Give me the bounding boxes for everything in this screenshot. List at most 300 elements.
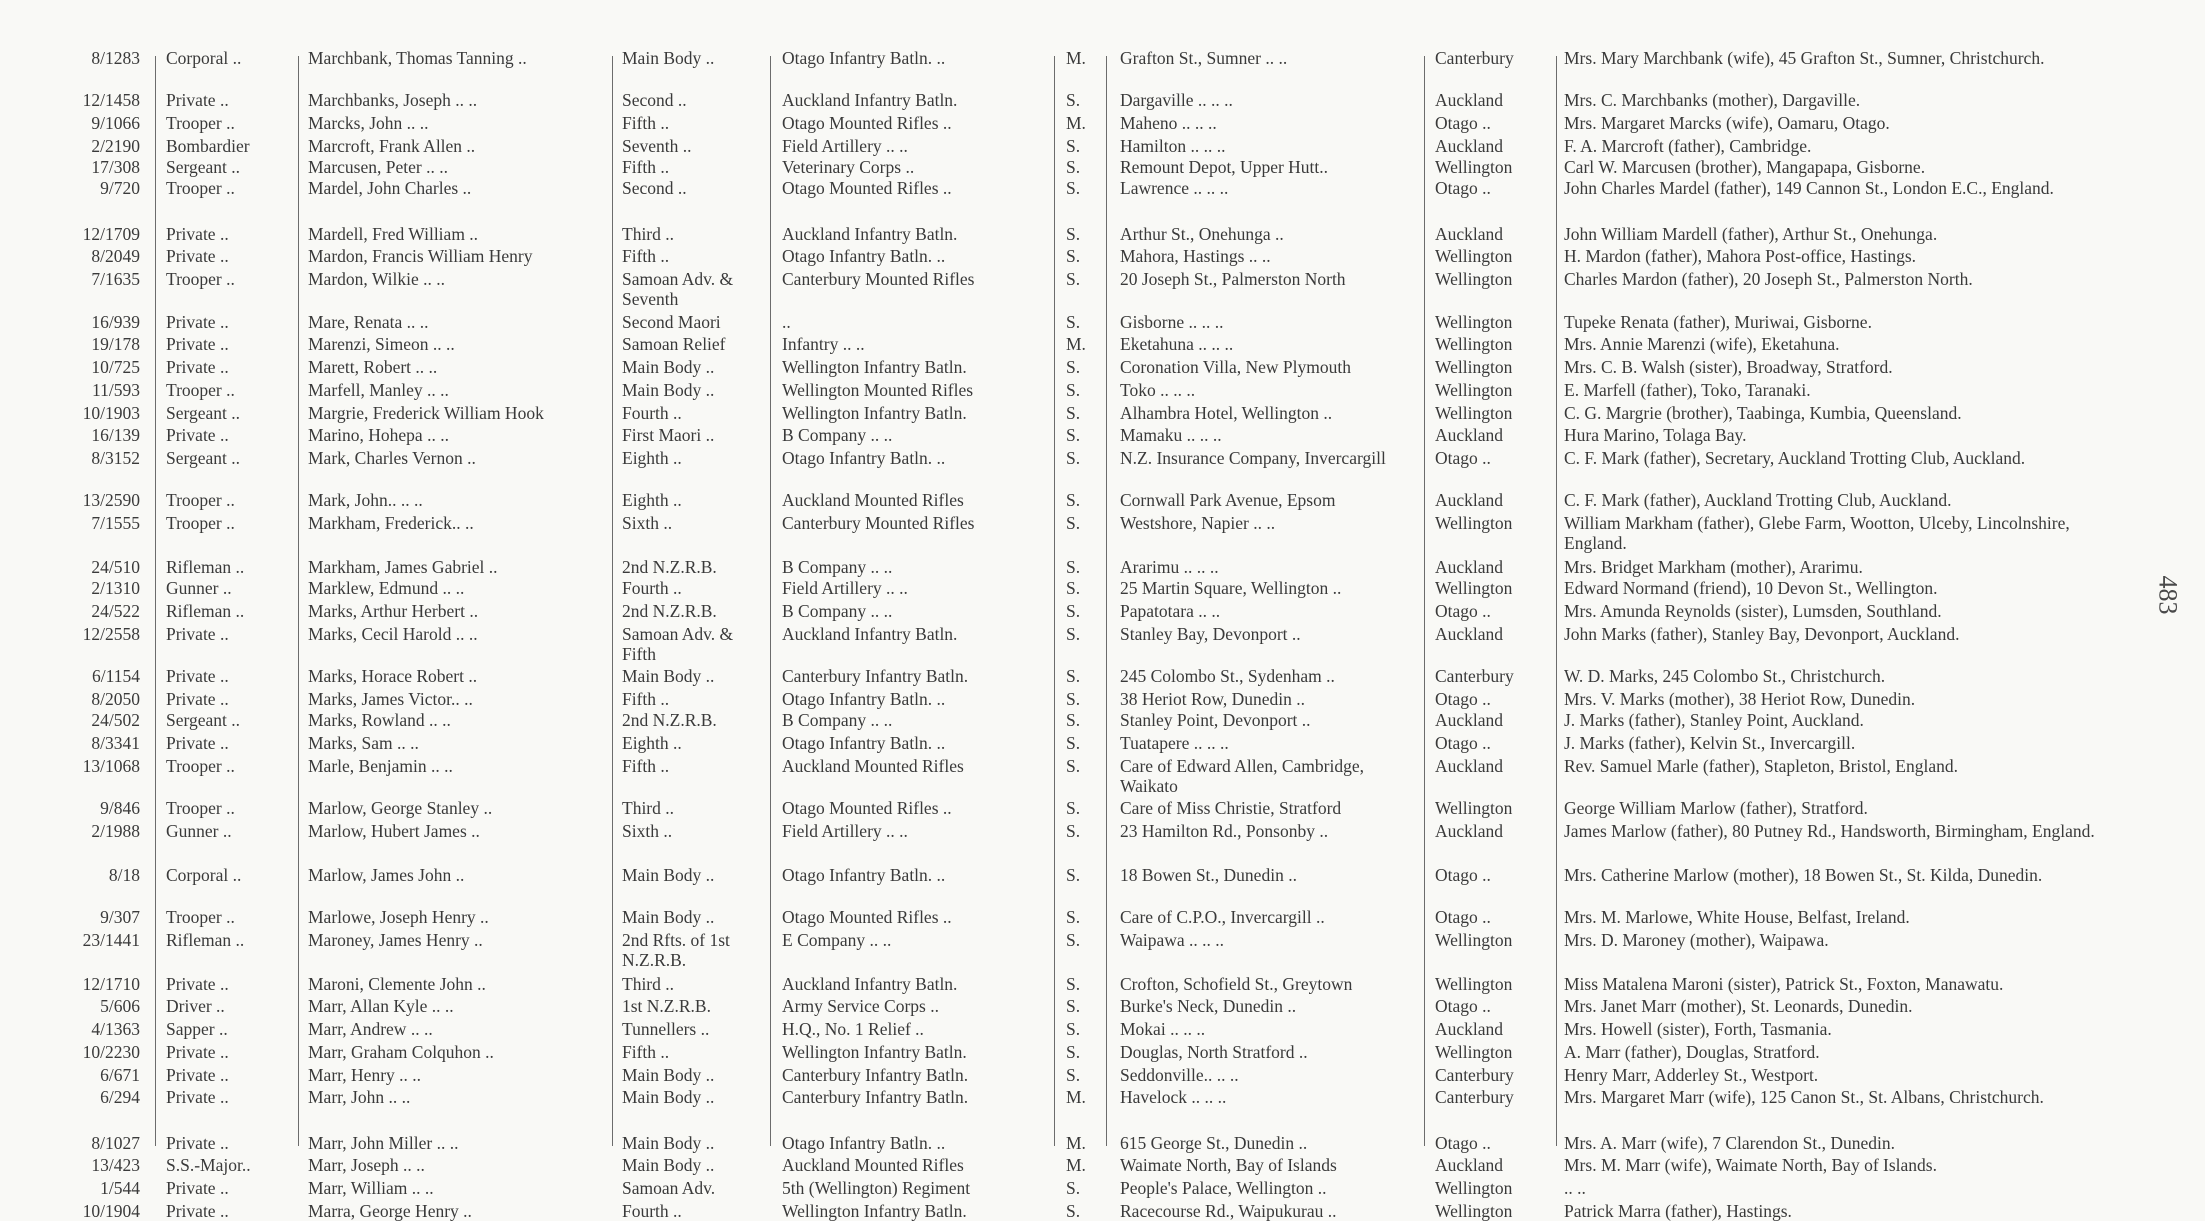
rank-cell: Trooper .. xyxy=(166,797,235,818)
soldier-name-cell: Marchbank, Thomas Tanning .. xyxy=(308,48,527,68)
district-cell: Wellington xyxy=(1435,311,1513,332)
service-number-cell: 13/2590 xyxy=(82,490,140,511)
district-cell: Otago .. xyxy=(1435,447,1491,468)
next-of-kin-cell: A. Marr (father), Douglas, Stratford. xyxy=(1564,1041,1820,1062)
next-of-kin-cell: W. D. Marks, 245 Colombo St., Christchurch. xyxy=(1564,666,1886,687)
column-rule xyxy=(612,56,613,1146)
last-address-cell: Douglas, North Stratford .. xyxy=(1120,1041,1308,1062)
next-of-kin-cell: Patrick Marra (father), Hastings. xyxy=(1564,1200,1792,1221)
next-of-kin-cell: Mrs. C. Marchbanks (mother), Dargaville. xyxy=(1564,90,1861,111)
last-address-cell: Eketahuna .. .. .. xyxy=(1120,334,1234,355)
district-cell: Otago .. xyxy=(1435,996,1491,1017)
last-address-cell: N.Z. Insurance Company, Invercargill xyxy=(1120,447,1386,468)
next-of-kin-cell: Mrs. Bridget Markham (mother), Ararimu. xyxy=(1564,557,1863,578)
unit-cell: Wellington Infantry Batln. xyxy=(782,1200,967,1221)
draft-cell: First Maori .. xyxy=(622,425,715,446)
last-address-cell: Care of C.P.O., Invercargill .. xyxy=(1120,907,1325,927)
soldier-name-cell: Marr, Graham Colquhon .. xyxy=(308,1041,494,1062)
soldier-name-cell: Maroney, James Henry .. xyxy=(308,929,483,950)
unit-cell: B Company .. .. xyxy=(782,557,893,578)
unit-cell: B Company .. .. xyxy=(782,600,893,621)
district-cell: Canterbury xyxy=(1435,666,1514,687)
soldier-name-cell: Marino, Hohepa .. .. xyxy=(308,425,449,446)
unit-cell: Otago Mounted Rifles .. xyxy=(782,113,952,134)
service-number-cell: 11/593 xyxy=(92,379,140,400)
next-of-kin-cell: George William Marlow (father), Stratford. xyxy=(1564,797,1868,818)
service-number-cell: 2/1310 xyxy=(91,578,140,599)
service-number-cell: 2/2190 xyxy=(91,135,140,156)
unit-cell: Auckland Mounted Rifles xyxy=(782,490,964,511)
district-cell: Wellington xyxy=(1435,269,1513,290)
unit-cell: Auckland Infantry Batln. xyxy=(782,973,958,994)
column-rule xyxy=(1424,56,1425,1146)
draft-cell: Tunnellers .. xyxy=(622,1019,710,1040)
soldier-name-cell: Marks, Sam .. .. xyxy=(308,732,419,753)
district-cell: Otago .. xyxy=(1435,907,1491,927)
column-rule xyxy=(770,56,771,1146)
district-cell: Auckland xyxy=(1435,90,1504,111)
next-of-kin-cell: Mrs. M. Marr (wife), Waimate North, Bay of Islands. xyxy=(1564,1155,1937,1176)
district-cell: Auckland xyxy=(1435,1155,1504,1176)
district-cell: Auckland xyxy=(1435,1019,1504,1040)
unit-cell: E Company .. .. xyxy=(782,929,892,950)
draft-cell: Fourth .. xyxy=(622,1200,682,1221)
next-of-kin-cell: J. Marks (father), Kelvin St., Invercargill. xyxy=(1564,732,1856,753)
draft-cell: Sixth .. xyxy=(622,820,673,841)
last-address-cell: Care of Miss Christie, Stratford xyxy=(1120,797,1342,818)
next-of-kin-cell: Mrs. D. Maroney (mother), Waipawa. xyxy=(1564,929,1829,950)
rank-cell: Sergeant .. xyxy=(166,447,241,468)
page-number: 483 xyxy=(2153,575,2183,615)
draft-cell: Main Body .. xyxy=(622,1087,715,1108)
service-number-cell: 9/720 xyxy=(100,178,140,199)
next-of-kin-cell: William Markham (father), Glebe Farm, Wootton, Ulceby, Lincolnshire, England. xyxy=(1564,513,2070,554)
soldier-name-cell: Marr, Andrew .. .. xyxy=(308,1019,433,1040)
next-of-kin-cell: Mrs. Margaret Marcks (wife), Oamaru, Otago. xyxy=(1564,113,1890,134)
last-address-cell: Mokai .. .. .. xyxy=(1120,1019,1206,1040)
marital-status-cell: S. xyxy=(1066,907,1081,927)
soldier-name-cell: Marra, George Henry .. xyxy=(308,1200,472,1221)
service-number-cell: 6/294 xyxy=(100,1087,140,1108)
district-cell: Otago .. xyxy=(1435,600,1491,621)
rank-cell: Private .. xyxy=(166,732,229,753)
service-number-cell: 8/3152 xyxy=(91,447,140,468)
marital-status-cell: S. xyxy=(1066,1178,1081,1199)
next-of-kin-cell: Henry Marr, Adderley St., Westport. xyxy=(1564,1064,1819,1085)
service-number-cell: 24/502 xyxy=(91,710,140,731)
rank-cell: Trooper .. xyxy=(166,490,235,511)
district-cell: Canterbury xyxy=(1435,1087,1514,1108)
marital-status-cell: S. xyxy=(1066,929,1081,950)
service-number-cell: 8/1283 xyxy=(91,48,140,68)
service-number-cell: 16/139 xyxy=(91,425,140,446)
service-number-cell: 9/1066 xyxy=(91,113,140,134)
unit-cell: Auckland Mounted Rifles xyxy=(782,1155,964,1176)
soldier-name-cell: Mare, Renata .. .. xyxy=(308,311,429,332)
district-cell: Wellington xyxy=(1435,797,1513,818)
draft-cell: Main Body .. xyxy=(622,1132,715,1153)
service-number-cell: 13/423 xyxy=(91,1155,140,1176)
next-of-kin-cell: .. .. xyxy=(1564,1178,1586,1199)
marital-status-cell: M. xyxy=(1066,1087,1086,1108)
soldier-name-cell: Marett, Robert .. .. xyxy=(308,357,438,378)
marital-status-cell: S. xyxy=(1066,246,1081,267)
rank-cell: Driver .. xyxy=(166,996,225,1017)
service-number-cell: 1/544 xyxy=(100,1178,140,1199)
soldier-name-cell: Marlow, Hubert James .. xyxy=(308,820,480,841)
district-cell: Canterbury xyxy=(1435,1064,1514,1085)
service-number-cell: 12/1710 xyxy=(82,973,140,994)
draft-cell: 2nd N.Z.R.B. xyxy=(622,600,717,621)
district-cell: Wellington xyxy=(1435,1178,1513,1199)
next-of-kin-cell: Edward Normand (friend), 10 Devon St., Wellington. xyxy=(1564,578,1938,599)
last-address-cell: 25 Martin Square, Wellington .. xyxy=(1120,578,1342,599)
last-address-cell: Burke's Neck, Dunedin .. xyxy=(1120,996,1297,1017)
draft-cell: Samoan Adv. & Fifth xyxy=(622,623,734,664)
draft-cell: Main Body .. xyxy=(622,907,715,927)
service-number-cell: 8/2049 xyxy=(91,246,140,267)
marital-status-cell: S. xyxy=(1066,157,1081,178)
last-address-cell: 615 George St., Dunedin .. xyxy=(1120,1132,1308,1153)
rank-cell: Rifleman .. xyxy=(166,557,245,578)
rank-cell: Gunner .. xyxy=(166,820,232,841)
service-number-cell: 8/3341 xyxy=(91,732,140,753)
marital-status-cell: S. xyxy=(1066,135,1081,156)
next-of-kin-cell: John William Mardell (father), Arthur St., Onehunga. xyxy=(1564,223,1938,244)
next-of-kin-cell: F. A. Marcroft (father), Cambridge. xyxy=(1564,135,1812,156)
next-of-kin-cell: Mrs. M. Marlowe, White House, Belfast, Ireland. xyxy=(1564,907,1910,927)
rank-cell: Trooper .. xyxy=(166,907,235,927)
draft-cell: Fifth .. xyxy=(622,113,670,134)
service-number-cell: 8/2050 xyxy=(91,688,140,709)
last-address-cell: Arthur St., Onehunga .. xyxy=(1120,223,1284,244)
district-cell: Auckland xyxy=(1435,223,1504,244)
draft-cell: Eighth .. xyxy=(622,447,682,468)
column-rule xyxy=(298,56,299,1146)
column-rule xyxy=(1556,56,1557,1146)
draft-cell: Second Maori xyxy=(622,311,721,332)
next-of-kin-cell: Mrs. Janet Marr (mother), St. Leonards, Dunedin. xyxy=(1564,996,1913,1017)
draft-cell: Samoan Adv. & Seventh xyxy=(622,269,734,310)
marital-status-cell: S. xyxy=(1066,1200,1081,1221)
last-address-cell: Hamilton .. .. .. xyxy=(1120,135,1226,156)
draft-cell: Eighth .. xyxy=(622,732,682,753)
soldier-name-cell: Marr, John Miller .. .. xyxy=(308,1132,459,1153)
rank-cell: Private .. xyxy=(166,1064,229,1085)
draft-cell: Fifth .. xyxy=(622,246,670,267)
last-address-cell: Crofton, Schofield St., Greytown xyxy=(1120,973,1353,994)
soldier-name-cell: Marle, Benjamin .. .. xyxy=(308,755,453,776)
district-cell: Otago .. xyxy=(1435,864,1491,885)
rank-cell: Private .. xyxy=(166,90,229,111)
rank-cell: Private .. xyxy=(166,1200,229,1221)
draft-cell: Main Body .. xyxy=(622,357,715,378)
rank-cell: Private .. xyxy=(166,1041,229,1062)
unit-cell: Otago Infantry Batln. .. xyxy=(782,447,946,468)
service-number-cell: 12/1458 xyxy=(82,90,140,111)
next-of-kin-cell: E. Marfell (father), Toko, Taranaki. xyxy=(1564,379,1811,400)
draft-cell: Second .. xyxy=(622,90,687,111)
last-address-cell: Grafton St., Sumner .. .. xyxy=(1120,48,1288,68)
unit-cell: Otago Infantry Batln. .. xyxy=(782,246,946,267)
rank-cell: S.S.-Major.. xyxy=(166,1155,251,1176)
last-address-cell: Remount Depot, Upper Hutt.. xyxy=(1120,157,1329,178)
rank-cell: Private .. xyxy=(166,425,229,446)
rank-cell: Private .. xyxy=(166,623,229,644)
last-address-cell: Seddonville.. .. .. xyxy=(1120,1064,1239,1085)
last-address-cell: 18 Bowen St., Dunedin .. xyxy=(1120,864,1297,885)
marital-status-cell: M. xyxy=(1066,1155,1086,1176)
marital-status-cell: S. xyxy=(1066,425,1081,446)
rank-cell: Private .. xyxy=(166,223,229,244)
rank-cell: Sergeant .. xyxy=(166,402,241,423)
rank-cell: Rifleman .. xyxy=(166,929,245,950)
next-of-kin-cell: Miss Matalena Maroni (sister), Patrick St., Foxton, Manawatu. xyxy=(1564,973,2004,994)
next-of-kin-cell: James Marlow (father), 80 Putney Rd., Handsworth, Birmingham, England. xyxy=(1564,820,2095,841)
rank-cell: Sergeant .. xyxy=(166,157,241,178)
district-cell: Wellington xyxy=(1435,1041,1513,1062)
unit-cell: Field Artillery .. .. xyxy=(782,820,908,841)
service-number-cell: 12/2558 xyxy=(82,623,140,644)
next-of-kin-cell: C. G. Margrie (brother), Taabinga, Kumbia, Queensland. xyxy=(1564,402,1962,423)
marital-status-cell: S. xyxy=(1066,311,1081,332)
next-of-kin-cell: Mrs. A. Marr (wife), 7 Clarendon St., Dunedin. xyxy=(1564,1132,1895,1153)
soldier-name-cell: Markham, James Gabriel .. xyxy=(308,557,498,578)
last-address-cell: Cornwall Park Avenue, Epsom xyxy=(1120,490,1336,511)
rank-cell: Private .. xyxy=(166,1178,229,1199)
district-cell: Wellington xyxy=(1435,246,1513,267)
last-address-cell: Waipawa .. .. .. xyxy=(1120,929,1225,950)
next-of-kin-cell: Mrs. Catherine Marlow (mother), 18 Bowen St., St. Kilda, Dunedin. xyxy=(1564,864,2043,885)
unit-cell: Otago Mounted Rifles .. xyxy=(782,797,952,818)
last-address-cell: Gisborne .. .. .. xyxy=(1120,311,1224,332)
unit-cell: Infantry .. .. xyxy=(782,334,865,355)
next-of-kin-cell: Mrs. C. B. Walsh (sister), Broadway, Stratford. xyxy=(1564,357,1893,378)
soldier-name-cell: Marks, James Victor.. .. xyxy=(308,688,473,709)
district-cell: Auckland xyxy=(1435,623,1504,644)
next-of-kin-cell: Mrs. Howell (sister), Forth, Tasmania. xyxy=(1564,1019,1832,1040)
marital-status-cell: S. xyxy=(1066,1019,1081,1040)
soldier-name-cell: Marr, Henry .. .. xyxy=(308,1064,422,1085)
last-address-cell: Alhambra Hotel, Wellington .. xyxy=(1120,402,1333,423)
marital-status-cell: S. xyxy=(1066,513,1081,534)
marital-status-cell: M. xyxy=(1066,334,1086,355)
unit-cell: Canterbury Mounted Rifles xyxy=(782,269,975,290)
unit-cell: Otago Infantry Batln. .. xyxy=(782,1132,946,1153)
next-of-kin-cell: John Charles Mardel (father), 149 Cannon St., London E.C., England. xyxy=(1564,178,2054,199)
marital-status-cell: S. xyxy=(1066,557,1081,578)
last-address-cell: Waimate North, Bay of Islands xyxy=(1120,1155,1337,1176)
service-number-cell: 10/1903 xyxy=(82,402,140,423)
next-of-kin-cell: Mrs. Annie Marenzi (wife), Eketahuna. xyxy=(1564,334,1840,355)
marital-status-cell: S. xyxy=(1066,379,1081,400)
service-number-cell: 24/510 xyxy=(91,557,140,578)
district-cell: Canterbury xyxy=(1435,48,1514,68)
marital-status-cell: S. xyxy=(1066,797,1081,818)
draft-cell: Samoan Adv. xyxy=(622,1178,716,1199)
draft-cell: Main Body .. xyxy=(622,864,715,885)
marital-status-cell: S. xyxy=(1066,402,1081,423)
marital-status-cell: S. xyxy=(1066,623,1081,644)
column-rule xyxy=(155,56,156,1146)
rank-cell: Trooper .. xyxy=(166,178,235,199)
last-address-cell: Care of Edward Allen, Cambridge, Waikato xyxy=(1120,755,1364,796)
last-address-cell: Ararimu .. .. .. xyxy=(1120,557,1219,578)
marital-status-cell: S. xyxy=(1066,996,1081,1017)
draft-cell: Eighth .. xyxy=(622,490,682,511)
service-number-cell: 8/1027 xyxy=(91,1132,140,1153)
draft-cell: Third .. xyxy=(622,223,675,244)
last-address-cell: Maheno .. .. .. xyxy=(1120,113,1217,134)
draft-cell: Main Body .. xyxy=(622,379,715,400)
soldier-name-cell: Marks, Rowland .. .. xyxy=(308,710,451,731)
soldier-name-cell: Mardell, Fred William .. xyxy=(308,223,479,244)
draft-cell: Samoan Relief xyxy=(622,334,726,355)
district-cell: Auckland xyxy=(1435,490,1504,511)
last-address-cell: Mahora, Hastings .. .. xyxy=(1120,246,1271,267)
rank-cell: Private .. xyxy=(166,688,229,709)
rank-cell: Sapper .. xyxy=(166,1019,228,1040)
district-cell: Auckland xyxy=(1435,820,1504,841)
next-of-kin-cell: Tupeke Renata (father), Muriwai, Gisborne. xyxy=(1564,311,1872,332)
soldier-name-cell: Marks, Arthur Herbert .. xyxy=(308,600,479,621)
draft-cell: Main Body .. xyxy=(622,1064,715,1085)
marital-status-cell: S. xyxy=(1066,688,1081,709)
soldier-name-cell: Marr, Joseph .. .. xyxy=(308,1155,425,1176)
service-number-cell: 8/18 xyxy=(108,864,140,885)
marital-status-cell: S. xyxy=(1066,90,1081,111)
district-cell: Otago .. xyxy=(1435,732,1491,753)
last-address-cell: Stanley Bay, Devonport .. xyxy=(1120,623,1301,644)
service-number-cell: 2/1988 xyxy=(91,820,140,841)
last-address-cell: Coronation Villa, New Plymouth xyxy=(1120,357,1351,378)
service-number-cell: 10/2230 xyxy=(82,1041,140,1062)
district-cell: Auckland xyxy=(1435,425,1504,446)
draft-cell: Fifth .. xyxy=(622,1041,670,1062)
service-number-cell: 7/1555 xyxy=(91,513,140,534)
rank-cell: Trooper .. xyxy=(166,269,235,290)
last-address-cell: 38 Heriot Row, Dunedin .. xyxy=(1120,688,1306,709)
unit-cell: H.Q., No. 1 Relief .. xyxy=(782,1019,924,1040)
next-of-kin-cell: John Marks (father), Stanley Bay, Devonport, Auckland. xyxy=(1564,623,1960,644)
draft-cell: Third .. xyxy=(622,797,675,818)
district-cell: Wellington xyxy=(1435,402,1513,423)
soldier-name-cell: Marlow, George Stanley .. xyxy=(308,797,493,818)
last-address-cell: Tuatapere .. .. .. xyxy=(1120,732,1229,753)
marital-status-cell: S. xyxy=(1066,732,1081,753)
service-number-cell: 24/522 xyxy=(91,600,140,621)
soldier-name-cell: Marlowe, Joseph Henry .. xyxy=(308,907,489,927)
district-cell: Auckland xyxy=(1435,710,1504,731)
district-cell: Wellington xyxy=(1435,973,1513,994)
draft-cell: Main Body .. xyxy=(622,666,715,687)
service-number-cell: 10/1904 xyxy=(82,1200,140,1221)
marital-status-cell: S. xyxy=(1066,820,1081,841)
last-address-cell: Stanley Point, Devonport .. xyxy=(1120,710,1311,731)
draft-cell: Fifth .. xyxy=(622,755,670,776)
rank-cell: Trooper .. xyxy=(166,513,235,534)
rank-cell: Trooper .. xyxy=(166,379,235,400)
draft-cell: Fifth .. xyxy=(622,157,670,178)
next-of-kin-cell: J. Marks (father), Stanley Point, Auckland. xyxy=(1564,710,1864,731)
soldier-name-cell: Marcusen, Peter .. .. xyxy=(308,157,448,178)
service-number-cell: 17/308 xyxy=(91,157,140,178)
next-of-kin-cell: Charles Mardon (father), 20 Joseph St., Palmerston North. xyxy=(1564,269,1973,290)
marital-status-cell: S. xyxy=(1066,447,1081,468)
service-number-cell: 9/846 xyxy=(100,797,140,818)
last-address-cell: Papatotara .. .. xyxy=(1120,600,1221,621)
marital-status-cell: S. xyxy=(1066,666,1081,687)
district-cell: Wellington xyxy=(1435,357,1513,378)
marital-status-cell: S. xyxy=(1066,490,1081,511)
marital-status-cell: S. xyxy=(1066,178,1081,199)
draft-cell: Seventh .. xyxy=(622,135,692,156)
last-address-cell: 20 Joseph St., Palmerston North xyxy=(1120,269,1346,290)
district-cell: Auckland xyxy=(1435,135,1504,156)
soldier-name-cell: Marks, Cecil Harold .. .. xyxy=(308,623,478,644)
unit-cell: Otago Mounted Rifles .. xyxy=(782,178,952,199)
rank-cell: Trooper .. xyxy=(166,113,235,134)
last-address-cell: 245 Colombo St., Sydenham .. xyxy=(1120,666,1335,687)
draft-cell: Sixth .. xyxy=(622,513,673,534)
district-cell: Wellington xyxy=(1435,379,1513,400)
next-of-kin-cell: Mrs. Mary Marchbank (wife), 45 Grafton St., Sumner, Christchurch. xyxy=(1564,48,2045,68)
unit-cell: Wellington Infantry Batln. xyxy=(782,402,967,423)
unit-cell: Otago Infantry Batln. .. xyxy=(782,732,946,753)
next-of-kin-cell: Mrs. Amunda Reynolds (sister), Lumsden, Southland. xyxy=(1564,600,1942,621)
rank-cell: Private .. xyxy=(166,334,229,355)
marital-status-cell: S. xyxy=(1066,223,1081,244)
next-of-kin-cell: C. F. Mark (father), Auckland Trotting Club, Auckland. xyxy=(1564,490,1952,511)
rank-cell: Private .. xyxy=(166,357,229,378)
soldier-name-cell: Markham, Frederick.. .. xyxy=(308,513,474,534)
unit-cell: Auckland Infantry Batln. xyxy=(782,623,958,644)
draft-cell: Main Body .. xyxy=(622,48,715,68)
service-number-cell: 7/1635 xyxy=(91,269,140,290)
unit-cell: Veterinary Corps .. xyxy=(782,157,915,178)
service-number-cell: 23/1441 xyxy=(82,929,140,950)
draft-cell: Third .. xyxy=(622,973,675,994)
last-address-cell: Racecourse Rd., Waipukurau .. xyxy=(1120,1200,1337,1221)
next-of-kin-cell: H. Mardon (father), Mahora Post-office, Hastings. xyxy=(1564,246,1917,267)
unit-cell: Field Artillery .. .. xyxy=(782,578,908,599)
unit-cell: Otago Infantry Batln. .. xyxy=(782,688,946,709)
draft-cell: Fourth .. xyxy=(622,578,682,599)
rank-cell: Bombardier xyxy=(166,135,250,156)
service-number-cell: 6/671 xyxy=(100,1064,140,1085)
unit-cell: Otago Mounted Rifles .. xyxy=(782,907,952,927)
next-of-kin-cell: Mrs. Margaret Marr (wife), 125 Canon St., St. Albans, Christchurch. xyxy=(1564,1087,2044,1108)
last-address-cell: Westshore, Napier .. .. xyxy=(1120,513,1276,534)
service-number-cell: 10/725 xyxy=(91,357,140,378)
marital-status-cell: S. xyxy=(1066,269,1081,290)
marital-status-cell: S. xyxy=(1066,1064,1081,1085)
soldier-name-cell: Marr, Allan Kyle .. .. xyxy=(308,996,454,1017)
district-cell: Otago .. xyxy=(1435,688,1491,709)
marital-status-cell: S. xyxy=(1066,600,1081,621)
soldier-name-cell: Mark, Charles Vernon .. xyxy=(308,447,476,468)
last-address-cell: 23 Hamilton Rd., Ponsonby .. xyxy=(1120,820,1329,841)
unit-cell: Auckland Mounted Rifles xyxy=(782,755,964,776)
soldier-name-cell: Marr, John .. .. xyxy=(308,1087,411,1108)
marital-status-cell: S. xyxy=(1066,755,1081,776)
soldier-name-cell: Marlow, James John .. xyxy=(308,864,465,885)
rank-cell: Corporal .. xyxy=(166,864,242,885)
unit-cell: Canterbury Infantry Batln. xyxy=(782,1064,969,1085)
rank-cell: Rifleman .. xyxy=(166,600,245,621)
service-number-cell: 4/1363 xyxy=(91,1019,140,1040)
next-of-kin-cell: Mrs. V. Marks (mother), 38 Heriot Row, Dunedin. xyxy=(1564,688,1916,709)
